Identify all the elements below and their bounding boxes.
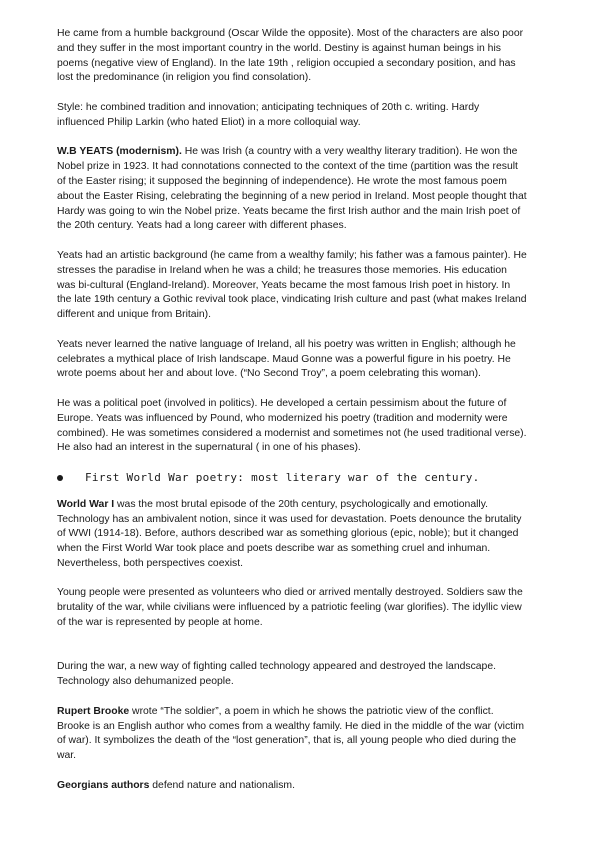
- bullet-heading-text: First World War poetry: most literary war of the century.: [85, 470, 480, 484]
- paragraph-wwi: [57, 498, 527, 572]
- bullet-dot-icon: [57, 475, 63, 481]
- paragraph-yeats-intro: [57, 145, 527, 234]
- wwi-lead: World War I: [57, 498, 115, 510]
- yeats-intro-text: He was Irish (a country with a very wealthy literary tradition). He won the Nobel prize in 1923. It had connotations connected to the context of the time (partition was the result of the Easter rising; it supposed the beginning of independence). He wrote the most famous poem about the Easter Rising, celebrating the beginning of a new period in Ireland. Most people thought that Hardy was going to win the Nobel prize. Yeats became the first Irish author and the main Irish poet of the 20th century. Yeats had a long career with different phases.: [57, 146, 527, 232]
- bullet-heading-wwi-poetry: [57, 471, 527, 486]
- brooke-lead: Rupert Brooke: [57, 705, 130, 717]
- georgians-lead: Georgians authors: [57, 779, 150, 791]
- georgians-text: defend nature and nationalism.: [149, 779, 295, 791]
- yeats-heading: W.B YEATS (modernism).: [57, 146, 182, 158]
- blank-line: [57, 646, 527, 661]
- paragraph-yeats-language: Yeats never learned the native language of Ireland, all his poetry was written in English; although he celebrates a mythical place of Irish landscape. Maud Gonne was a powerful figure in his poetry. He wrote poems about her and about love. (“No Second Troy”, a poem celebrating this woman).: [57, 338, 516, 380]
- paragraph-yeats-politics: He was a political poet (involved in politics). He developed a certain pessimism about the future of Europe. Yeats was influenced by Pound, who modernized his poetry (tradition and modernity were combined). He was sometimes considered a modernist and sometimes not (he used traditional verse). He also had an interest in the supernatural ( in one of his phases).: [57, 397, 527, 454]
- paragraph-hardy-background: He came from a humble background (Oscar Wilde the opposite). Most of the characters are also poor and they suffer in the most important country in the world. Destiny is against human beings in his poems (negative view of England). In the late 19th , religion occupied a secondary position, and has lost the predominance (in religion you find consolation).: [57, 28, 524, 84]
- paragraph-georgians: [57, 779, 527, 794]
- paragraph-hardy-style: Style: he combined tradition and innovation; anticipating techniques of 20th c. writing. Hardy influenced Philip Larkin (who hated Eliot) in a more colloquial way.: [57, 101, 480, 128]
- paragraph-young-people: Young people were presented as volunteers who died or arrived mentally destroyed. Soldiers saw the brutality of the war, while civilians were influenced by a patriotic feeling (war glorifies). The idyllic view of the war is represented by people at home.: [57, 587, 523, 629]
- wwi-text: was the most brutal episode of the 20th century, psychologically and emotionally. Technology has an ambivalent notion, since it was used for devastation. Poets denounce the brutality of WWI (1914-18). Before, authors described war as something glorious (epic, noble); but it changed when the First World War took place and poets describe war as something cruel and inhuman. Nevertheless, both perspectives coexist.: [57, 498, 522, 569]
- document-page: [57, 27, 527, 808]
- paragraph-technology: During the war, a new way of fighting called technology appeared and destroyed the landscape. Technology also dehumanized people.: [57, 661, 497, 688]
- brooke-text: wrote “The soldier”, a poem in which he shows the patriotic view of the conflict. Brooke is an English author who comes from a wealthy family. He died in the middle of the war (victim of war). It symbolizes the death of the “lost generation”, that is, all young people who died during the war.: [57, 705, 525, 762]
- paragraph-yeats-background: Yeats had an artistic background (he came from a wealthy family; his father was a famous painter). He stresses the paradise in Ireland when he was a child; he treasures those memories. His education was bi-cultural (England-Ireland). Moreover, Yeats became the most famous Irish poet in history. In the late 19th century a Gothic revival took place, vindicating Irish culture and past (what makes Ireland different and unique from Britain).: [57, 249, 527, 321]
- paragraph-rupert-brooke: [57, 705, 527, 764]
